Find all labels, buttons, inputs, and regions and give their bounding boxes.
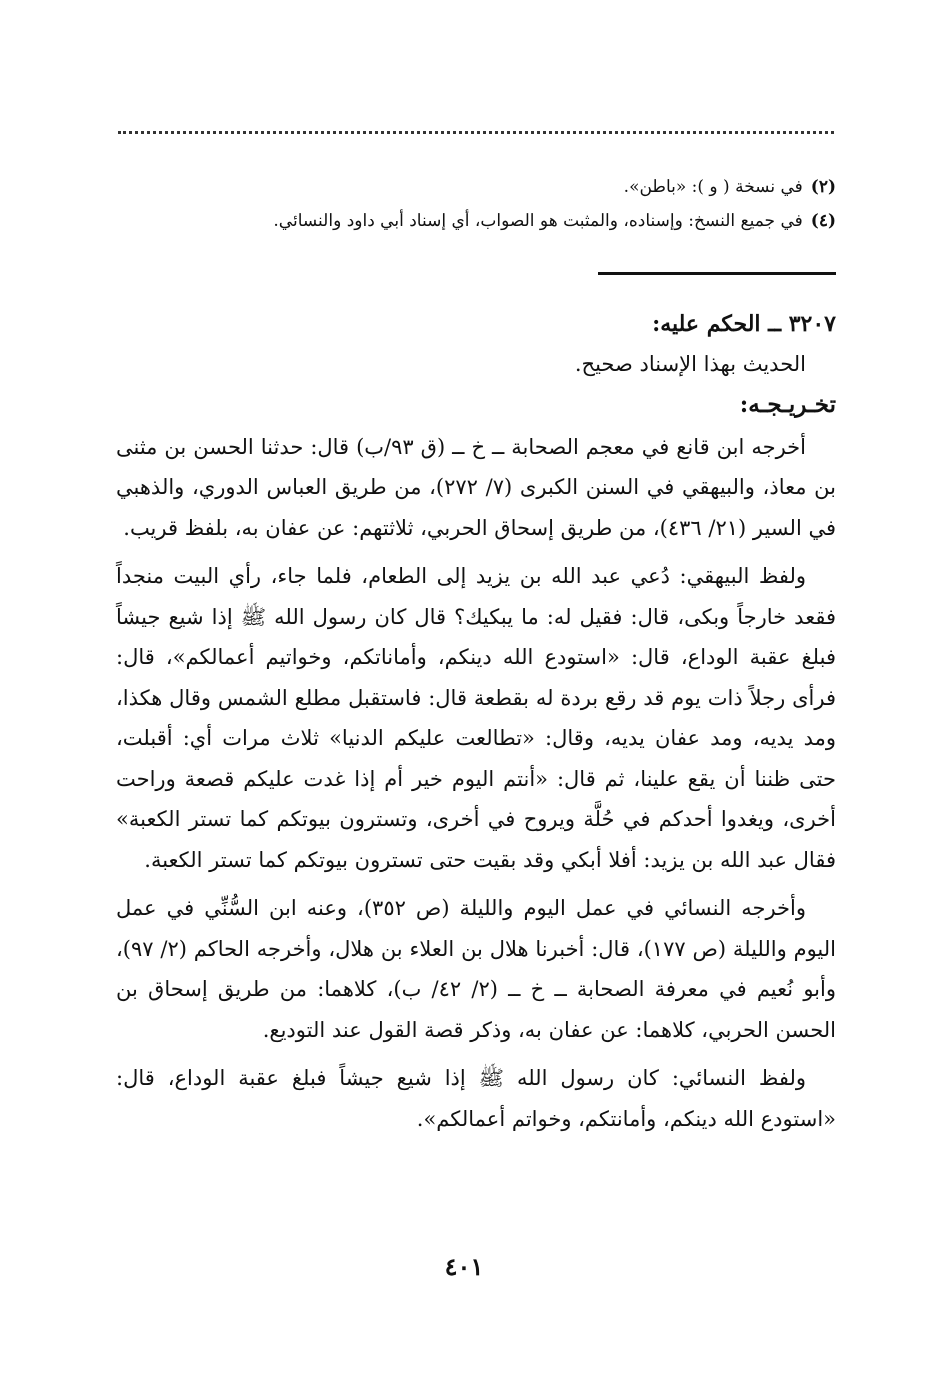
takhrij-paragraph-3: وأخرجه النسائي في عمل اليوم والليلة (ص ٣٥٢)، وعنه ابن السُّنِّي في عمل اليوم والليلة (ص ١٧٧)، قال: أخبرنا هلال بن العلاء بن هلال، وأخرجه الحاكم (٢/ ٩٧)، وأبو نُعيم في معرفة الصحابة ــ خ ــ (٢/ ٤٢/ ب)، كلاهما: من طريق إسحاق بن الحسن الحربي، كلاهما: عن عفان به، وذكر قصة القول عند التوديع. [116, 896, 836, 1042]
footnote-text: في جميع النسخ: وإسناده، والمثبت هو الصواب، أي إسناد أبي داود والنسائي. [273, 211, 803, 231]
takhrij-paragraph-1: أخرجه ابن قانع في معجم الصحابة ــ خ ــ (ق ٩٣/ب) قال: حدثنا الحسن بن مثنى بن معاذ، والبيهقي في السنن الكبرى (٧/ ٢٧٢)، من طريق العباس الدوري، والذهبي في السير (٢١/ ٤٣٦)، من طريق إسحاق الحربي، ثلاثتهم: عن عفان به، بلفظ قريب. [116, 434, 836, 540]
footnote-4 [116, 204, 836, 238]
ruling-text: الحديث بهذا الإسناد صحيح. [574, 352, 806, 376]
takhrij-paragraph-2: ولفظ البيهقي: دُعي عبد الله بن يزيد إلى الطعام، فلما جاء، رأي البيت منجداً فقعد خارجاً وبكى، قال: فقيل له: ما يبكيك؟ قال كان رسول الله ﷺ إذا شيع جيشاً فبلغ عقبة الوداع، قال: «استودع الله دينكم، وأماناتكم، وخواتيم أعمالكم»، قال: فرأى رجلاً ذات يوم قد رقع بردة له بقطعة قال: فاستقبل مطلع الشمس وقال هكذا، ومد يديه، ومد عفان يديه، وقال: «تطالعت عليكم الدنيا» ثلاث مرات أي: أقبلت، حتى ظننا أن يقع علينا، ثم قال: «أنتم اليوم خير أم إذا غدت عليكم قصعة وراحت أخرى، ويغدوا أحدكم في حُلَّة ويروح في أخرى، وتسترون بيوتكم كما تستر الكعبة» فقال عبد الله بن يزيد: أفلا أبكي وقد بقيت حتى تسترون بيوتكم كما تستر الكعبة. [116, 564, 837, 872]
main-content [116, 304, 836, 1139]
takhrij-paragraph-4: ولفظ النسائي: كان رسول الله ﷺ إذا شيع جيشاً فبلغ عقبة الوداع، قال: «استودع الله دينكم، وأمانتكم، وخواتم أعمالكم». [116, 1066, 836, 1131]
hadith-ruling-heading: ٣٢٠٧ ــ الحكم عليه: [652, 311, 836, 337]
footnote-2 [116, 170, 836, 204]
footnote-text: في نسخة ( و ): «باطن». [623, 177, 803, 197]
dotted-separator [118, 131, 834, 134]
takhrij-heading: تخـريـجـه: [739, 390, 836, 418]
page-number: ٤٠١ [444, 1252, 484, 1281]
footnote-number: (٤) [810, 211, 836, 231]
section-separator [598, 272, 836, 275]
footnote-number: (٢) [810, 177, 836, 197]
footnotes [116, 170, 836, 238]
